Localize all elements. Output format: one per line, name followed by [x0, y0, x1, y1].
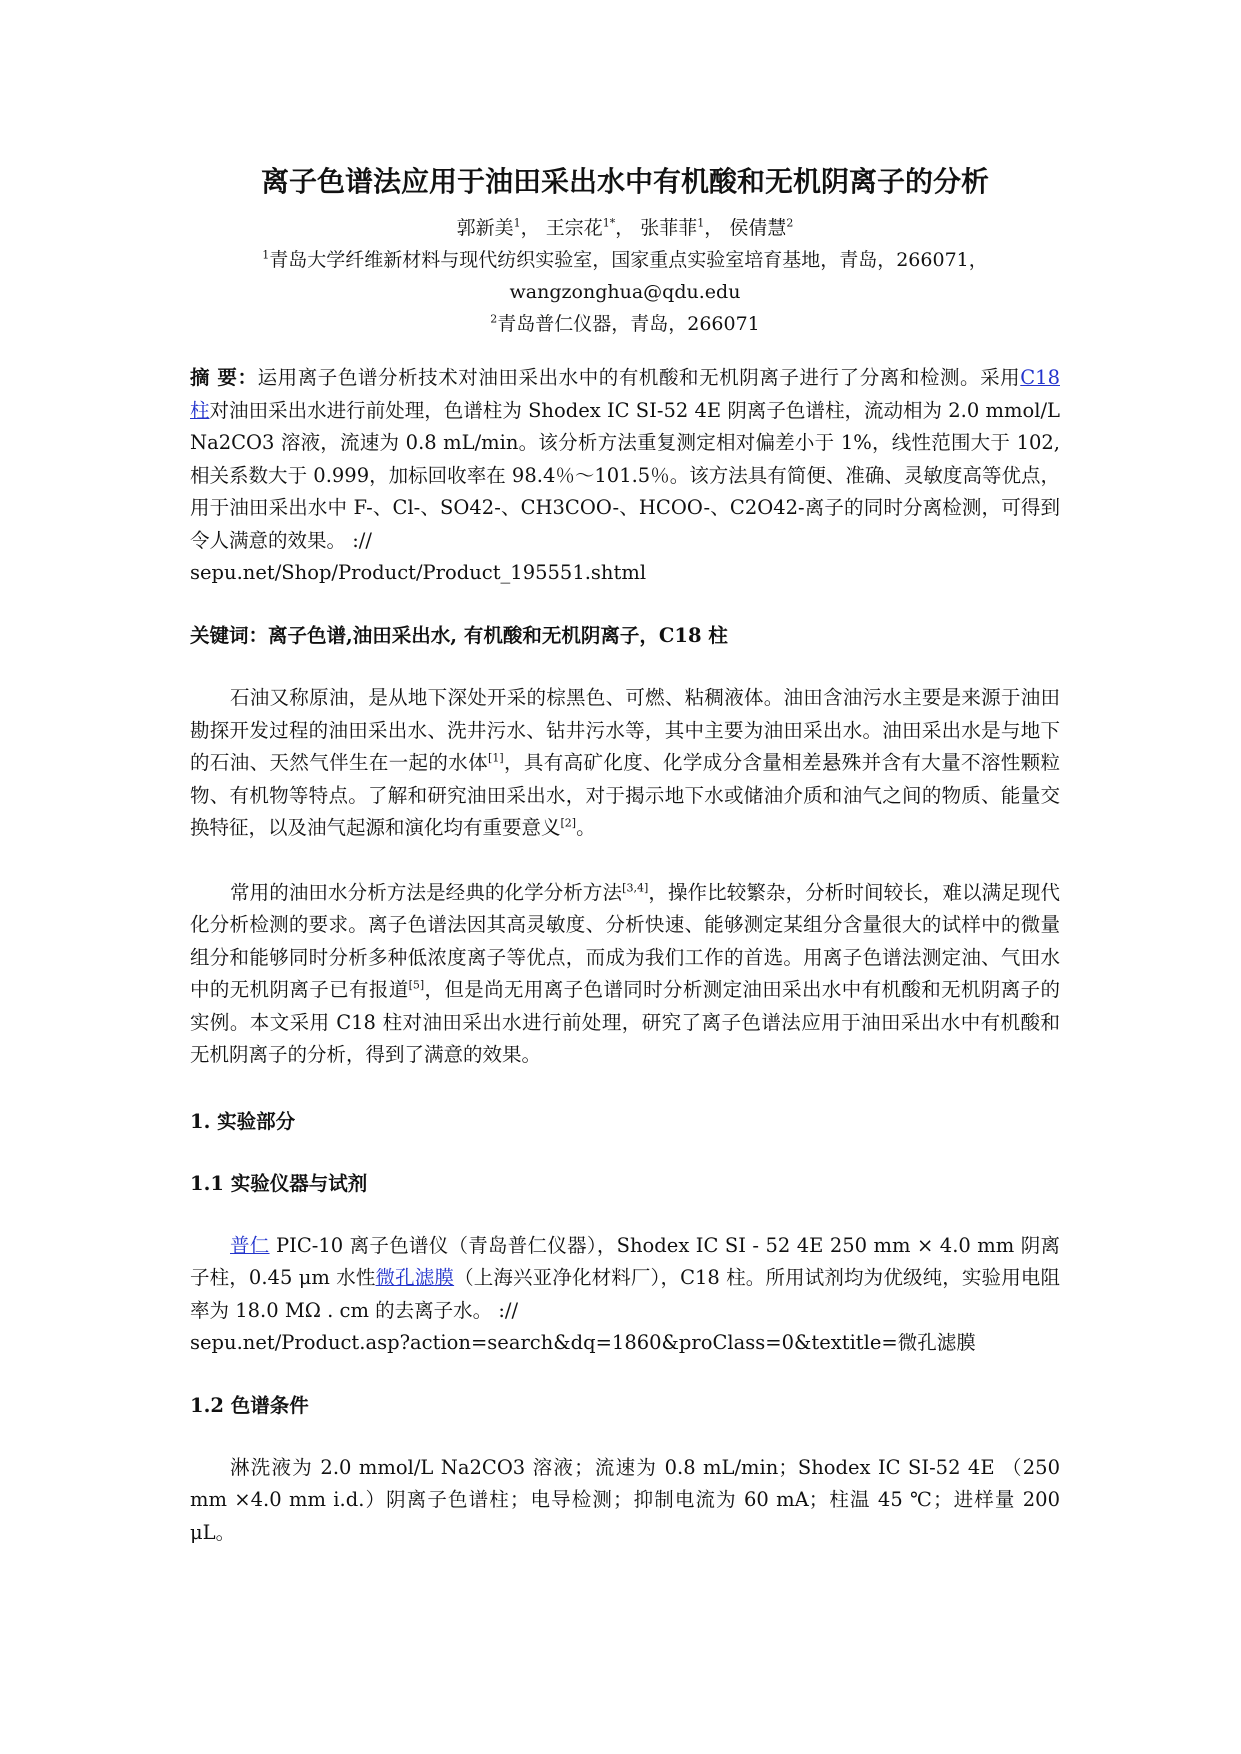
abstract-url: sepu.net/Shop/Product/Product_195551.shtml [190, 561, 647, 584]
paragraph-text: 。 [576, 816, 596, 839]
paragraph-text: ，但是尚无用离子色谱同时分析测定油田采出水中有机酸和无机阴离子的实例。本文采用 C18 柱对油田采出水进行前处理，研究了离子色谱法应用于油田采出水中有机酸和无机阴离子的分析，得到了满意的效果。 [190, 978, 1060, 1066]
c18-column-link[interactable]: C18 柱 [190, 366, 1060, 422]
author-1: 郭新美 [456, 217, 514, 239]
paper-page [190, 160, 1060, 1549]
instruments-paragraph [190, 1230, 1060, 1360]
author-separator: ， [520, 217, 540, 239]
abstract-text-1: 运用离子色谱分析技术对油田采出水中的有机酸和无机阴离子进行了分离和检测。采用 [257, 366, 1021, 389]
affiliation-1 [190, 244, 1060, 276]
author-2-sup: 1* [602, 216, 616, 230]
citation-ref: [1] [488, 751, 504, 765]
paper-title: 离子色谱法应用于油田采出水中有机酸和无机阴离子的分析 [260, 165, 989, 198]
citation-ref: [3,4] [622, 881, 649, 894]
affiliation-2-sup: 2 [490, 312, 498, 326]
citation-ref: [2] [560, 816, 577, 830]
author-2: 王宗花 [545, 217, 603, 239]
abstract [190, 362, 1060, 590]
abstract-text-2: 对油田采出水进行前处理，色谱柱为 Shodex IC SI-52 4E 阴离子色谱柱，流动相为 2.0 mmol/L Na2CO3 溶液，流速为 0.8 mL/min。该分析方法重复测定相对偏差小于 1%，线性范围大于 102, 相关系数大于 0.999，加标回收率在 98.4％～101.5％。该方法具有简便、准确、灵敏度高等优点，用于油田采出水中 F-、Cl-、SO42-、CH3COO-、HCOO-、C2O42-离子的同时分离检测，可得到令人满意的效果。 :// [190, 398, 1060, 552]
microporous-membrane-link[interactable]: 微孔滤膜 [375, 1266, 455, 1289]
author-line [190, 212, 1060, 244]
author-separator: ， [615, 217, 635, 239]
paragraph-text: PIC-10 离子色谱仪（青岛普仁仪器），Shodex IC SI - 52 4E 250 mm × 4.0 mm 阴离子柱，0.45 μm 水性 [190, 1233, 1060, 1289]
affiliation-2 [190, 308, 1060, 340]
author-1-sup: 1 [513, 216, 521, 230]
author-4: 侯倩慧 [729, 217, 787, 239]
paragraph-text: ，具有高矿化度、化学成分含量相差悬殊并含有大量不溶性颗粒物、有机物等特点。了解和研究油田采出水，对于揭示地下水或储油介质和油气之间的物质、能量交换特征，以及油气起源和演化均有重要意义 [190, 751, 1060, 839]
paragraph-text: （上海兴亚净化材料厂），C18 柱。所用试剂均为优级纯，实验用电阻率为 18.0 MΩ . cm 的去离子水。 :// [190, 1266, 1060, 1322]
affiliation-1-text: 青岛大学纤维新材料与现代纺织实验室，国家重点实验室培育基地，青岛，266071， [269, 249, 988, 271]
author-separator: ， [704, 217, 724, 239]
chromatography-paragraph: 淋洗液为 2.0 mmol/L Na2CO3 溶液；流速为 0.8 mL/min；Shodex IC SI-52 4E （250 mm ×4.0 mm i.d.）阴离子色谱柱；电导检测；抑制电流为 60 mA；柱温 45 ℃；进样量 200 μL。 [190, 1455, 1060, 1544]
section-heading-experimental: 1. 实验部分 [190, 1109, 296, 1133]
author-3: 张菲菲 [640, 217, 698, 239]
author-email: wangzonghua@qdu.edu [509, 281, 741, 303]
paragraph-text: 石油又称原油，是从地下深处开采的棕黑色、可燃、粘稠液体。油田含油污水主要是来源于油田勘探开发过程的油田采出水、洗井污水、钻井污水等，其中主要为油田采出水。油田采出水是与地下的石油、天然气伴生在一起的水体 [190, 686, 1060, 774]
abstract-label: 摘 要： [190, 366, 258, 389]
author-3-sup: 1 [697, 216, 705, 230]
affiliation-1-sup: 1 [262, 248, 270, 262]
affiliation-2-text: 青岛普仁仪器，青岛，266071 [497, 313, 760, 335]
keywords: 关键词：离子色谱,油田采出水, 有机酸和无机阴离子，C18 柱 [190, 623, 728, 647]
paragraph-text: ，操作比较繁杂，分析时间较长，难以满足现代化分析检测的要求。离子色谱法因其高灵敏度、分析快速、能够测定某组分含量很大的试样中的微量组分和能够同时分析多种低浓度离子等优点，而成为我们工作的首选。用离子色谱法测定油、气田水中的无机阴离子已有报道 [190, 880, 1060, 1001]
intro-paragraph-1 [190, 682, 1060, 845]
paragraph-text: 常用的油田水分析方法是经典的化学分析方法 [230, 880, 623, 904]
intro-paragraph-2 [190, 877, 1060, 1072]
puren-link[interactable]: 普仁 [230, 1233, 270, 1257]
subsection-heading-instruments: 1.1 实验仪器与试剂 [190, 1171, 368, 1195]
instruments-url: sepu.net/Product.asp?action=search&dq=1860&proClass=0&textitle=微孔滤膜 [190, 1331, 976, 1354]
author-4-sup: 2 [786, 216, 794, 230]
subsection-heading-chromatography: 1.2 色谱条件 [190, 1393, 309, 1417]
citation-ref: [5] [408, 978, 425, 992]
